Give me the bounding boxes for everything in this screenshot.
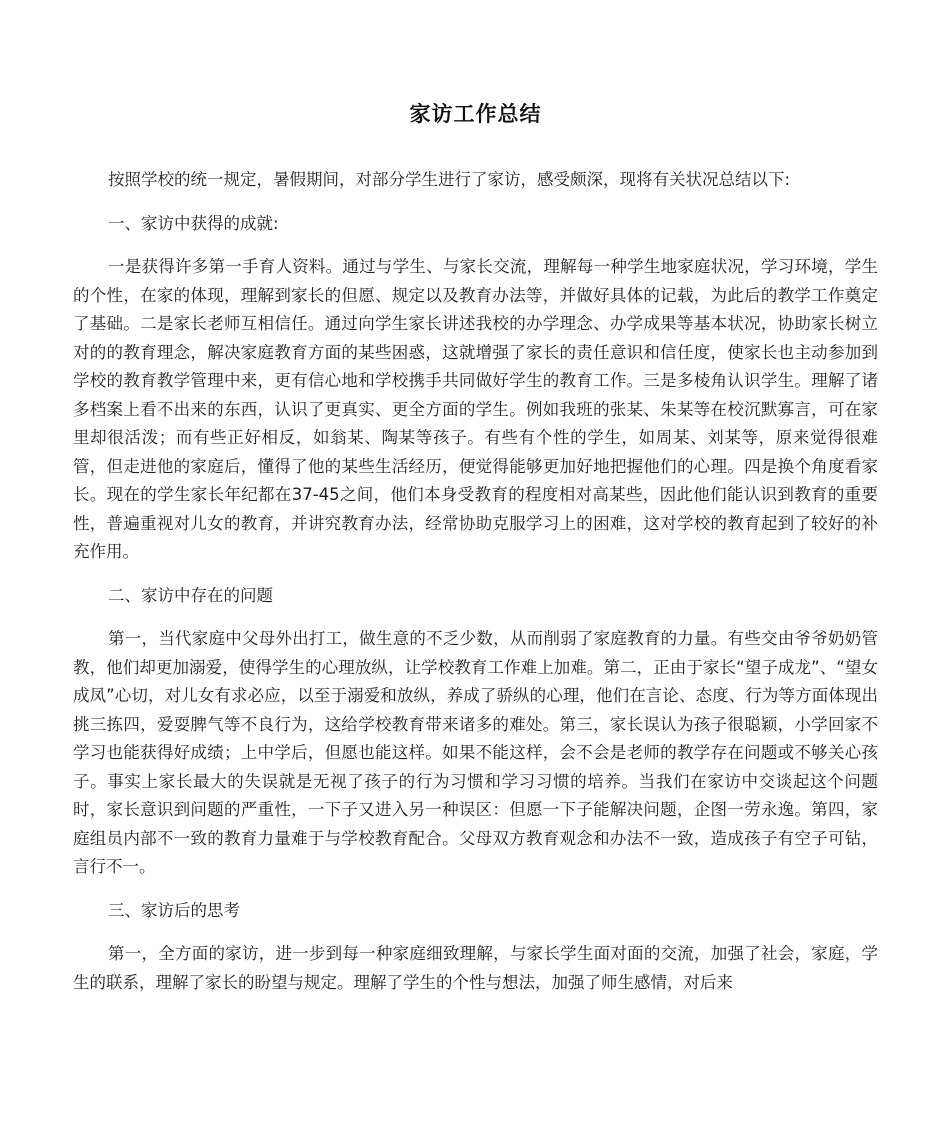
reflection-paragraph: 第一，全方面的家访，进一步到每一种家庭细致理解，与家长学生面对面的交流，加强了社会，家庭，学生的联系，理解了家长的盼望与规定。理解了学生的个性与想法，加强了师生感情，对后来: [73, 944, 878, 992]
intro-paragraph: 按照学校的统一规定，暑假期间，对部分学生进行了家访，感受颇深，现将有关状况总结以下:: [108, 170, 791, 189]
section-heading-achievements: 一、家访中获得的成就:: [108, 213, 279, 233]
achievements-paragraph: 一是获得许多第一手育人资料。通过与学生、与家长交流，理解每一种学生地家庭状况，学习环境，学生的个性，在家的体现，理解到家长的但愿、规定以及教育办法等，并做好具体的记载，为此后的教学工作奠定了基础。二是家长老师互相信任。通过向学生家长讲述我校的办学理念、办学成果等基本状况，协助家长树立对的的教育理念，解决家庭教育方面的某些困惑，这就增强了家长的责任意识和信任度，使家长也主动参加到学校的教育教学管理中来，更有信心地和学校携手共同做好学生的教育工作。三是多棱角认识学生。理解了诸多档案上看不出来的东西，认识了更真实、更全方面的学生。例如我班的张某、朱某等在校沉默寡言，可在家里却很活泼；而有些正好相反，如翁某、陶某等孩子。有些有个性的学生，如周某、刘某等，原来觉得很难管，但走进他的家庭后，懂得了他的某些生活经历，便觉得能够更加好地把握他们的心理。四是换个角度看家长。现在的学生家长年纪都在37-45之间，他们本身受教育的程度相对高某些，因此他们能认识到教育的重要性，普遍重视对儿女的教育，并讲究教育办法，经常协助克服学习上的困难，这对学校的教育起到了较好的补充作用。: [73, 257, 878, 561]
document-title: 家访工作总结: [409, 102, 542, 126]
section-heading-reflection: 三、家访后的思考: [108, 900, 240, 920]
section-heading-problems: 二、家访中存在的问题: [108, 585, 273, 605]
problems-paragraph: 第一，当代家庭中父母外出打工，做生意的不乏少数，从而削弱了家庭教育的力量。有些交由爷爷奶奶管教，他们却更加溺爱，使得学生的心理放纵，让学校教育工作难上加难。第二，正由于家长“望子成龙”、“望女成凤”心切，对儿女有求必应，以至于溺爱和放纵，养成了骄纵的心理，他们在言论、态度、行为等方面体现出挑三拣四，爱耍脾气等不良行为，这给学校教育带来诸多的难处。第三，家长误认为孩子很聪颖，小学回家不学习也能获得好成绩；上中学后，但愿也能这样。如果不能这样，会不会是老师的教学存在问题或不够关心孩子。事实上家长最大的失误就是无视了孩子的行为习惯和学习习惯的培养。当我们在家访中交谈起这个问题时，家长意识到问题的严重性，一下子又进入另一种误区：但愿一下子能解决问题，企图一劳永逸。第四，家庭组员内部不一致的教育力量难于与学校教育配合。父母双方教育观念和办法不一致，造成孩子有空子可钻，言行不一。: [73, 629, 878, 876]
